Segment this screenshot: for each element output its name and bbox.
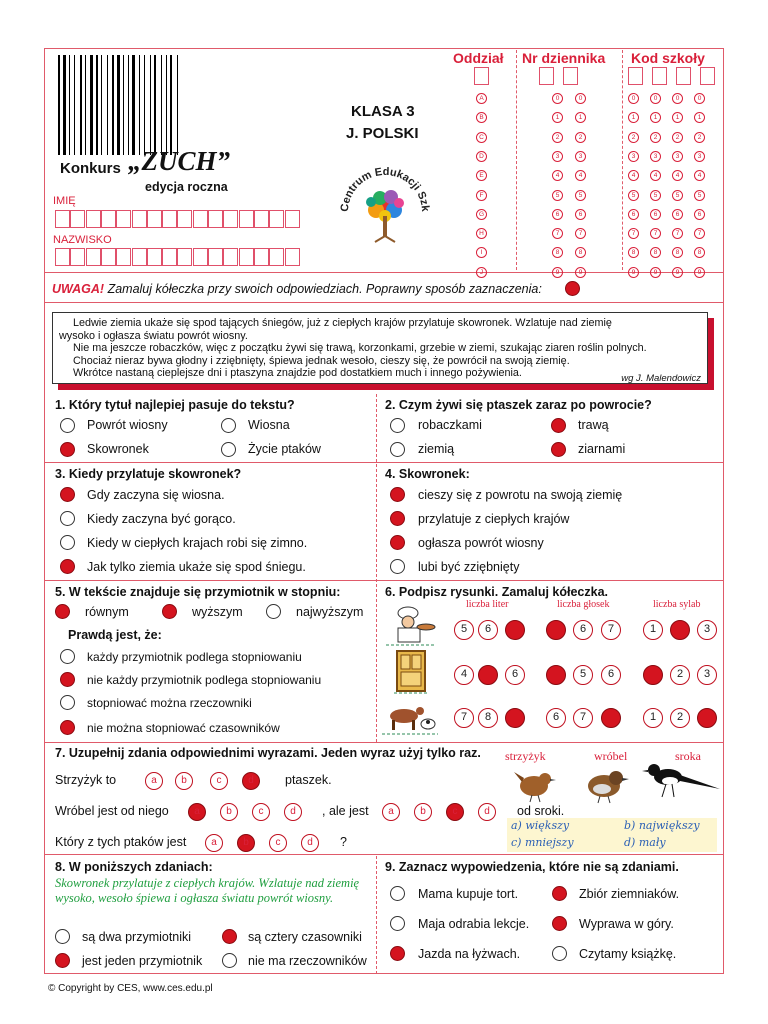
nazwisko-box[interactable] [193, 248, 208, 266]
imie-box[interactable] [285, 210, 300, 228]
code-box[interactable] [628, 67, 643, 85]
q6-option-3[interactable]: 3 [697, 620, 717, 640]
q5-true-1[interactable] [60, 649, 75, 664]
code-box[interactable] [539, 67, 554, 85]
imie-box[interactable] [147, 210, 162, 228]
digit-option-9[interactable]: 9 [575, 267, 586, 278]
digit-option-5[interactable]: 5 [552, 190, 563, 201]
digit-option-9[interactable]: 9 [552, 267, 563, 278]
digit-option-7[interactable]: 7 [552, 228, 563, 239]
digit-option-4[interactable]: 4 [575, 170, 586, 181]
nazwisko-box[interactable] [116, 248, 131, 266]
q2-option-d[interactable] [551, 442, 566, 457]
q9-option-2[interactable] [552, 886, 567, 901]
q7-option-a[interactable]: a [145, 772, 163, 790]
barcode-bar [128, 55, 129, 155]
q3-option-1[interactable] [60, 487, 75, 502]
q6-option-3[interactable]: 3 [697, 665, 717, 685]
q4-option-1[interactable] [390, 487, 405, 502]
q9-option-4[interactable] [552, 916, 567, 931]
q5-option-c[interactable] [266, 604, 281, 619]
digit-option-2[interactable]: 2 [575, 132, 586, 143]
barcode-bar [58, 55, 60, 155]
example-filled-circle [565, 281, 580, 296]
oddzial-option-G[interactable]: G [476, 209, 487, 220]
barcode-bar [101, 55, 102, 155]
svg-text:Centrum Edukacji Szkolnej: Centrum Edukacji Szk [338, 165, 432, 213]
q5-true-2[interactable] [60, 672, 75, 687]
q3-option-4[interactable] [60, 559, 75, 574]
q7-option-a[interactable]: a [188, 803, 206, 821]
barcode-bar [170, 55, 172, 155]
barcode-bar [74, 55, 75, 155]
digit-option-9[interactable]: 9 [694, 267, 705, 278]
q9-option-1[interactable] [390, 886, 405, 901]
q7-option-c[interactable]: c [269, 834, 287, 852]
nazwisko-label: NAZWISKO [53, 234, 112, 246]
oddzial-option-J[interactable]: J [476, 267, 487, 278]
konkurs-label: Konkurs [60, 160, 121, 177]
barcode-bar [139, 55, 140, 155]
q3-title: 3. Kiedy przylatuje skowronek? [55, 467, 242, 481]
q5-true-3[interactable] [60, 695, 75, 710]
q4-option-2[interactable] [390, 511, 405, 526]
q8-option-a[interactable] [55, 929, 70, 944]
passage-box: Ledwie ziemia ukaże się spod tających śniegów, już z ciepłych krajów przylatuje skowronek. Wzlatuje nad ziemię wysoko i ogłasza światu powrót wiosny. Nie ma jeszcze robaczków, więc z początku żywi się trawą, korzonkami, grzebie w ziemi, szukając ziaren roślin polnych. Chociaż nieraz bywa głodny i zziębnięty, śpiewa jednak wesoło, cieszy się, że powrócił na swoją ziemię. Wkrótce nastaną cieplejsze dni i ptaszyna znajdzie pod dostatkiem much i innego pożywienia. wg J. Malendowicz [52, 312, 708, 384]
barcode-bar [96, 55, 98, 155]
oddzial-option-E[interactable]: E [476, 170, 487, 181]
q4-option-3[interactable] [390, 535, 405, 550]
digit-option-5[interactable]: 5 [672, 190, 683, 201]
barcode-bar [177, 55, 178, 155]
barcode-bar [112, 55, 114, 155]
imie-box[interactable] [254, 210, 269, 228]
q6-option-8[interactable]: 8 [478, 708, 498, 728]
q7-option-d[interactable]: d [301, 834, 319, 852]
digit-option-7[interactable]: 7 [694, 228, 705, 239]
barcode-bar [166, 55, 167, 155]
digit-option-3[interactable]: 3 [672, 151, 683, 162]
imie-box[interactable] [86, 210, 101, 228]
q7-option-b[interactable]: b [220, 803, 238, 821]
q1-option-b[interactable] [221, 418, 236, 433]
q6-heading-letters: liczba liter [466, 599, 509, 610]
q5-subtitle: Prawdą jest, że: [68, 628, 162, 642]
barcode-bar [144, 55, 145, 155]
code-box[interactable] [652, 67, 667, 85]
nazwisko-box[interactable] [239, 248, 254, 266]
imie-box[interactable] [55, 210, 70, 228]
nazwisko-box[interactable] [254, 248, 269, 266]
q7-option-a[interactable]: a [205, 834, 223, 852]
digit-option-8[interactable]: 8 [628, 247, 639, 258]
nr-dziennika-heading: Nr dziennika [522, 50, 606, 66]
digit-option-4[interactable]: 4 [650, 170, 661, 181]
q7-word-key: a) większy b) największy c) mniejszy d) mały [507, 818, 717, 852]
nazwisko-box[interactable] [223, 248, 238, 266]
imie-box[interactable] [223, 210, 238, 228]
wren-picture [510, 764, 560, 804]
digit-option-0[interactable]: 0 [575, 93, 586, 104]
digit-option-5[interactable]: 5 [694, 190, 705, 201]
q8-option-d[interactable] [222, 953, 237, 968]
q6-option-6[interactable]: 6 [546, 708, 566, 728]
digit-option-1[interactable]: 1 [552, 112, 563, 123]
q6-option-8[interactable] [601, 708, 621, 728]
edition-label: edycja roczna [145, 180, 228, 194]
bird-label-sroka: sroka [675, 749, 701, 763]
copyright: © Copyright by CES, www.ces.edu.pl [48, 983, 213, 994]
code-box[interactable] [563, 67, 578, 85]
digit-option-1[interactable]: 1 [650, 112, 661, 123]
oddzial-option-F[interactable]: F [476, 190, 487, 201]
digit-option-7[interactable]: 7 [575, 228, 586, 239]
digit-option-4[interactable]: 4 [672, 170, 683, 181]
oddzial-option-C[interactable]: C [476, 132, 487, 143]
q1-title: 1. Który tytuł najlepiej pasuje do tekstu? [55, 398, 295, 412]
imie-box[interactable] [116, 210, 131, 228]
imie-box[interactable] [208, 210, 223, 228]
q6-option-6[interactable]: 6 [601, 665, 621, 685]
digit-option-6[interactable]: 6 [650, 209, 661, 220]
digit-option-6[interactable]: 6 [575, 209, 586, 220]
q2-option-c[interactable] [390, 442, 405, 457]
q6-heading-syllables: liczba sylab [653, 599, 701, 610]
digit-option-2[interactable]: 2 [552, 132, 563, 143]
q5-title: 5. W tekście znajduje się przymiotnik w stopniu: [55, 585, 341, 599]
q5-option-a[interactable] [55, 604, 70, 619]
digit-option-2[interactable]: 2 [628, 132, 639, 143]
q1-option-a[interactable] [60, 418, 75, 433]
q6-option-7[interactable]: 7 [601, 620, 621, 640]
q8-option-c[interactable] [55, 953, 70, 968]
q7-option-a[interactable]: a [382, 803, 400, 821]
q7-option-b[interactable]: b [237, 834, 255, 852]
imie-box[interactable] [70, 210, 85, 228]
imie-box[interactable] [239, 210, 254, 228]
barcode-bar [90, 55, 93, 155]
barcode-bar [80, 55, 82, 155]
digit-option-7[interactable]: 7 [672, 228, 683, 239]
q6-option-7[interactable]: 7 [454, 708, 474, 728]
digit-option-0[interactable]: 0 [552, 93, 563, 104]
q6-option-1[interactable]: 1 [643, 620, 663, 640]
digit-option-3[interactable]: 3 [628, 151, 639, 162]
q6-option-4[interactable]: 4 [454, 665, 474, 685]
q3-option-3[interactable] [60, 535, 75, 550]
q5-true-4[interactable] [60, 720, 75, 735]
q6-option-5[interactable]: 5 [573, 665, 593, 685]
digit-option-8[interactable]: 8 [575, 247, 586, 258]
q6-option-1[interactable]: 1 [643, 708, 663, 728]
nazwisko-box[interactable] [269, 248, 284, 266]
imie-box[interactable] [162, 210, 177, 228]
digit-option-5[interactable]: 5 [628, 190, 639, 201]
q9-title: 9. Zaznacz wypowiedzenia, które nie są zdaniami. [385, 860, 679, 874]
q7-option-d[interactable]: d [242, 772, 260, 790]
digit-option-4[interactable]: 4 [552, 170, 563, 181]
q8-option-b[interactable] [222, 929, 237, 944]
q9-option-3[interactable] [390, 916, 405, 931]
contest-name: „ZUCH” [128, 146, 231, 176]
digit-option-8[interactable]: 8 [650, 247, 661, 258]
q7-option-c[interactable]: c [210, 772, 228, 790]
digit-option-1[interactable]: 1 [672, 112, 683, 123]
oddzial-option-H[interactable]: H [476, 228, 487, 239]
oddzial-option-B[interactable]: B [476, 112, 487, 123]
uwaga-line: UWAGA! Zamaluj kółeczka przy swoich odpowiedziach. Poprawny sposób zaznaczenia: [52, 282, 542, 296]
q7-option-d[interactable]: d [478, 803, 496, 821]
farm-animals-picture [382, 700, 438, 736]
q5-option-b[interactable] [162, 604, 177, 619]
imie-label: IMIĘ [53, 195, 76, 207]
nazwisko-box[interactable] [70, 248, 85, 266]
oddzial-box[interactable] [474, 67, 489, 85]
q7-option-b[interactable]: b [414, 803, 432, 821]
digit-option-8[interactable]: 8 [672, 247, 683, 258]
nazwisko-box[interactable] [285, 248, 300, 266]
q3-option-2[interactable] [60, 511, 75, 526]
q6-heading-sounds: liczba głosek [557, 599, 610, 610]
digit-option-8[interactable]: 8 [552, 247, 563, 258]
bird-label-strzyzyk: strzyżyk [505, 749, 546, 763]
q6-option-2[interactable]: 2 [670, 708, 690, 728]
barcode [58, 55, 238, 155]
digit-option-0[interactable]: 0 [628, 93, 639, 104]
digit-option-3[interactable]: 3 [694, 151, 705, 162]
door-picture [394, 649, 428, 695]
digit-option-5[interactable]: 5 [650, 190, 661, 201]
q6-option-1[interactable] [643, 665, 663, 685]
digit-option-6[interactable]: 6 [552, 209, 563, 220]
imie-box[interactable] [132, 210, 147, 228]
barcode-bar [63, 55, 66, 155]
q6-option-5[interactable]: 5 [454, 620, 474, 640]
oddzial-option-A[interactable]: A [476, 93, 487, 104]
imie-box[interactable] [269, 210, 284, 228]
q2-title: 2. Czym żywi się ptaszek zaraz po powrocie? [385, 398, 652, 412]
bird-label-wrobel: wróbel [594, 749, 628, 763]
barcode-bar [117, 55, 120, 155]
ces-logo [330, 150, 440, 260]
code-box[interactable] [676, 67, 691, 85]
digit-option-0[interactable]: 0 [650, 93, 661, 104]
oddzial-option-D[interactable]: D [476, 151, 487, 162]
digit-option-6[interactable]: 6 [672, 209, 683, 220]
digit-option-6[interactable]: 6 [694, 209, 705, 220]
digit-option-3[interactable]: 3 [552, 151, 563, 162]
barcode-bar [69, 55, 70, 155]
q7-option-c[interactable]: c [252, 803, 270, 821]
q6-option-9[interactable] [505, 708, 525, 728]
q1-option-d[interactable] [221, 442, 236, 457]
digit-option-7[interactable]: 7 [628, 228, 639, 239]
digit-option-0[interactable]: 0 [694, 93, 705, 104]
kod-szkoly-heading: Kod szkoły [631, 50, 705, 66]
q9-option-5[interactable] [390, 946, 405, 961]
q8-title: 8. W poniższych zdaniach: [55, 860, 213, 874]
imie-box[interactable] [193, 210, 208, 228]
digit-option-8[interactable]: 8 [694, 247, 705, 258]
digit-option-4[interactable]: 4 [694, 170, 705, 181]
oddzial-option-I[interactable]: I [476, 247, 487, 258]
imie-box[interactable] [177, 210, 192, 228]
sparrow-picture [580, 762, 632, 804]
digit-option-9[interactable]: 9 [672, 267, 683, 278]
nazwisko-box[interactable] [162, 248, 177, 266]
q6-option-3[interactable] [697, 708, 717, 728]
q7-option-d[interactable]: d [284, 803, 302, 821]
nazwisko-box[interactable] [132, 248, 147, 266]
q6-title: 6. Podpisz rysunki. Zamaluj kółeczka. [385, 585, 608, 599]
digit-option-9[interactable]: 9 [628, 267, 639, 278]
subject-label: J. POLSKI [346, 125, 419, 142]
q4-option-4[interactable] [390, 559, 405, 574]
nazwisko-box[interactable] [177, 248, 192, 266]
digit-option-0[interactable]: 0 [672, 93, 683, 104]
barcode-bar [161, 55, 162, 155]
q6-option-6[interactable]: 6 [478, 620, 498, 640]
cook-picture [386, 605, 436, 647]
digit-option-1[interactable]: 1 [575, 112, 586, 123]
q6-option-2[interactable] [670, 620, 690, 640]
digit-option-2[interactable]: 2 [672, 132, 683, 143]
barcode-bar [85, 55, 86, 155]
barcode-bar [107, 55, 108, 155]
digit-option-9[interactable]: 9 [650, 267, 661, 278]
nazwisko-box[interactable] [208, 248, 223, 266]
q6-option-7[interactable]: 7 [573, 708, 593, 728]
imie-box[interactable] [101, 210, 116, 228]
q6-option-5[interactable] [546, 620, 566, 640]
q6-option-4[interactable] [546, 665, 566, 685]
digit-option-1[interactable]: 1 [628, 112, 639, 123]
barcode-bar [132, 55, 135, 155]
q6-option-5[interactable] [478, 665, 498, 685]
code-box[interactable] [700, 67, 715, 85]
digit-option-6[interactable]: 6 [628, 209, 639, 220]
digit-option-3[interactable]: 3 [650, 151, 661, 162]
q6-option-2[interactable]: 2 [670, 665, 690, 685]
barcode-bar [154, 55, 156, 155]
q9-option-6[interactable] [552, 946, 567, 961]
digit-option-2[interactable]: 2 [694, 132, 705, 143]
digit-option-7[interactable]: 7 [650, 228, 661, 239]
nazwisko-box[interactable] [101, 248, 116, 266]
magpie-picture [642, 755, 722, 800]
oddzial-heading: Oddział [453, 50, 504, 66]
digit-option-2[interactable]: 2 [650, 132, 661, 143]
q8-quote: Skowronek przylatuje z ciepłych krajów. Wzlatuje nad ziemię wysoko, wesoło śpiewa i ogłasza światu powrót wiosny. [55, 876, 360, 905]
q4-title: 4. Skowronek: [385, 467, 470, 481]
q7-option-c[interactable]: c [446, 803, 464, 821]
q6-option-6[interactable]: 6 [505, 665, 525, 685]
q1-option-c[interactable] [60, 442, 75, 457]
digit-option-3[interactable]: 3 [575, 151, 586, 162]
digit-option-5[interactable]: 5 [575, 190, 586, 201]
q2-option-a[interactable] [390, 418, 405, 433]
q2-option-b[interactable] [551, 418, 566, 433]
q6-option-7[interactable] [505, 620, 525, 640]
barcode-bar [150, 55, 151, 155]
nazwisko-box[interactable] [55, 248, 70, 266]
q7-option-b[interactable]: b [175, 772, 193, 790]
nazwisko-box[interactable] [147, 248, 162, 266]
digit-option-4[interactable]: 4 [628, 170, 639, 181]
klasa-label: KLASA 3 [351, 103, 415, 120]
q6-option-6[interactable]: 6 [573, 620, 593, 640]
barcode-bar [123, 55, 124, 155]
nazwisko-box[interactable] [86, 248, 101, 266]
q7-title: 7. Uzupełnij zdania odpowiednimi wyrazami. Jeden wyraz użyj tylko raz. [55, 746, 481, 760]
digit-option-1[interactable]: 1 [694, 112, 705, 123]
